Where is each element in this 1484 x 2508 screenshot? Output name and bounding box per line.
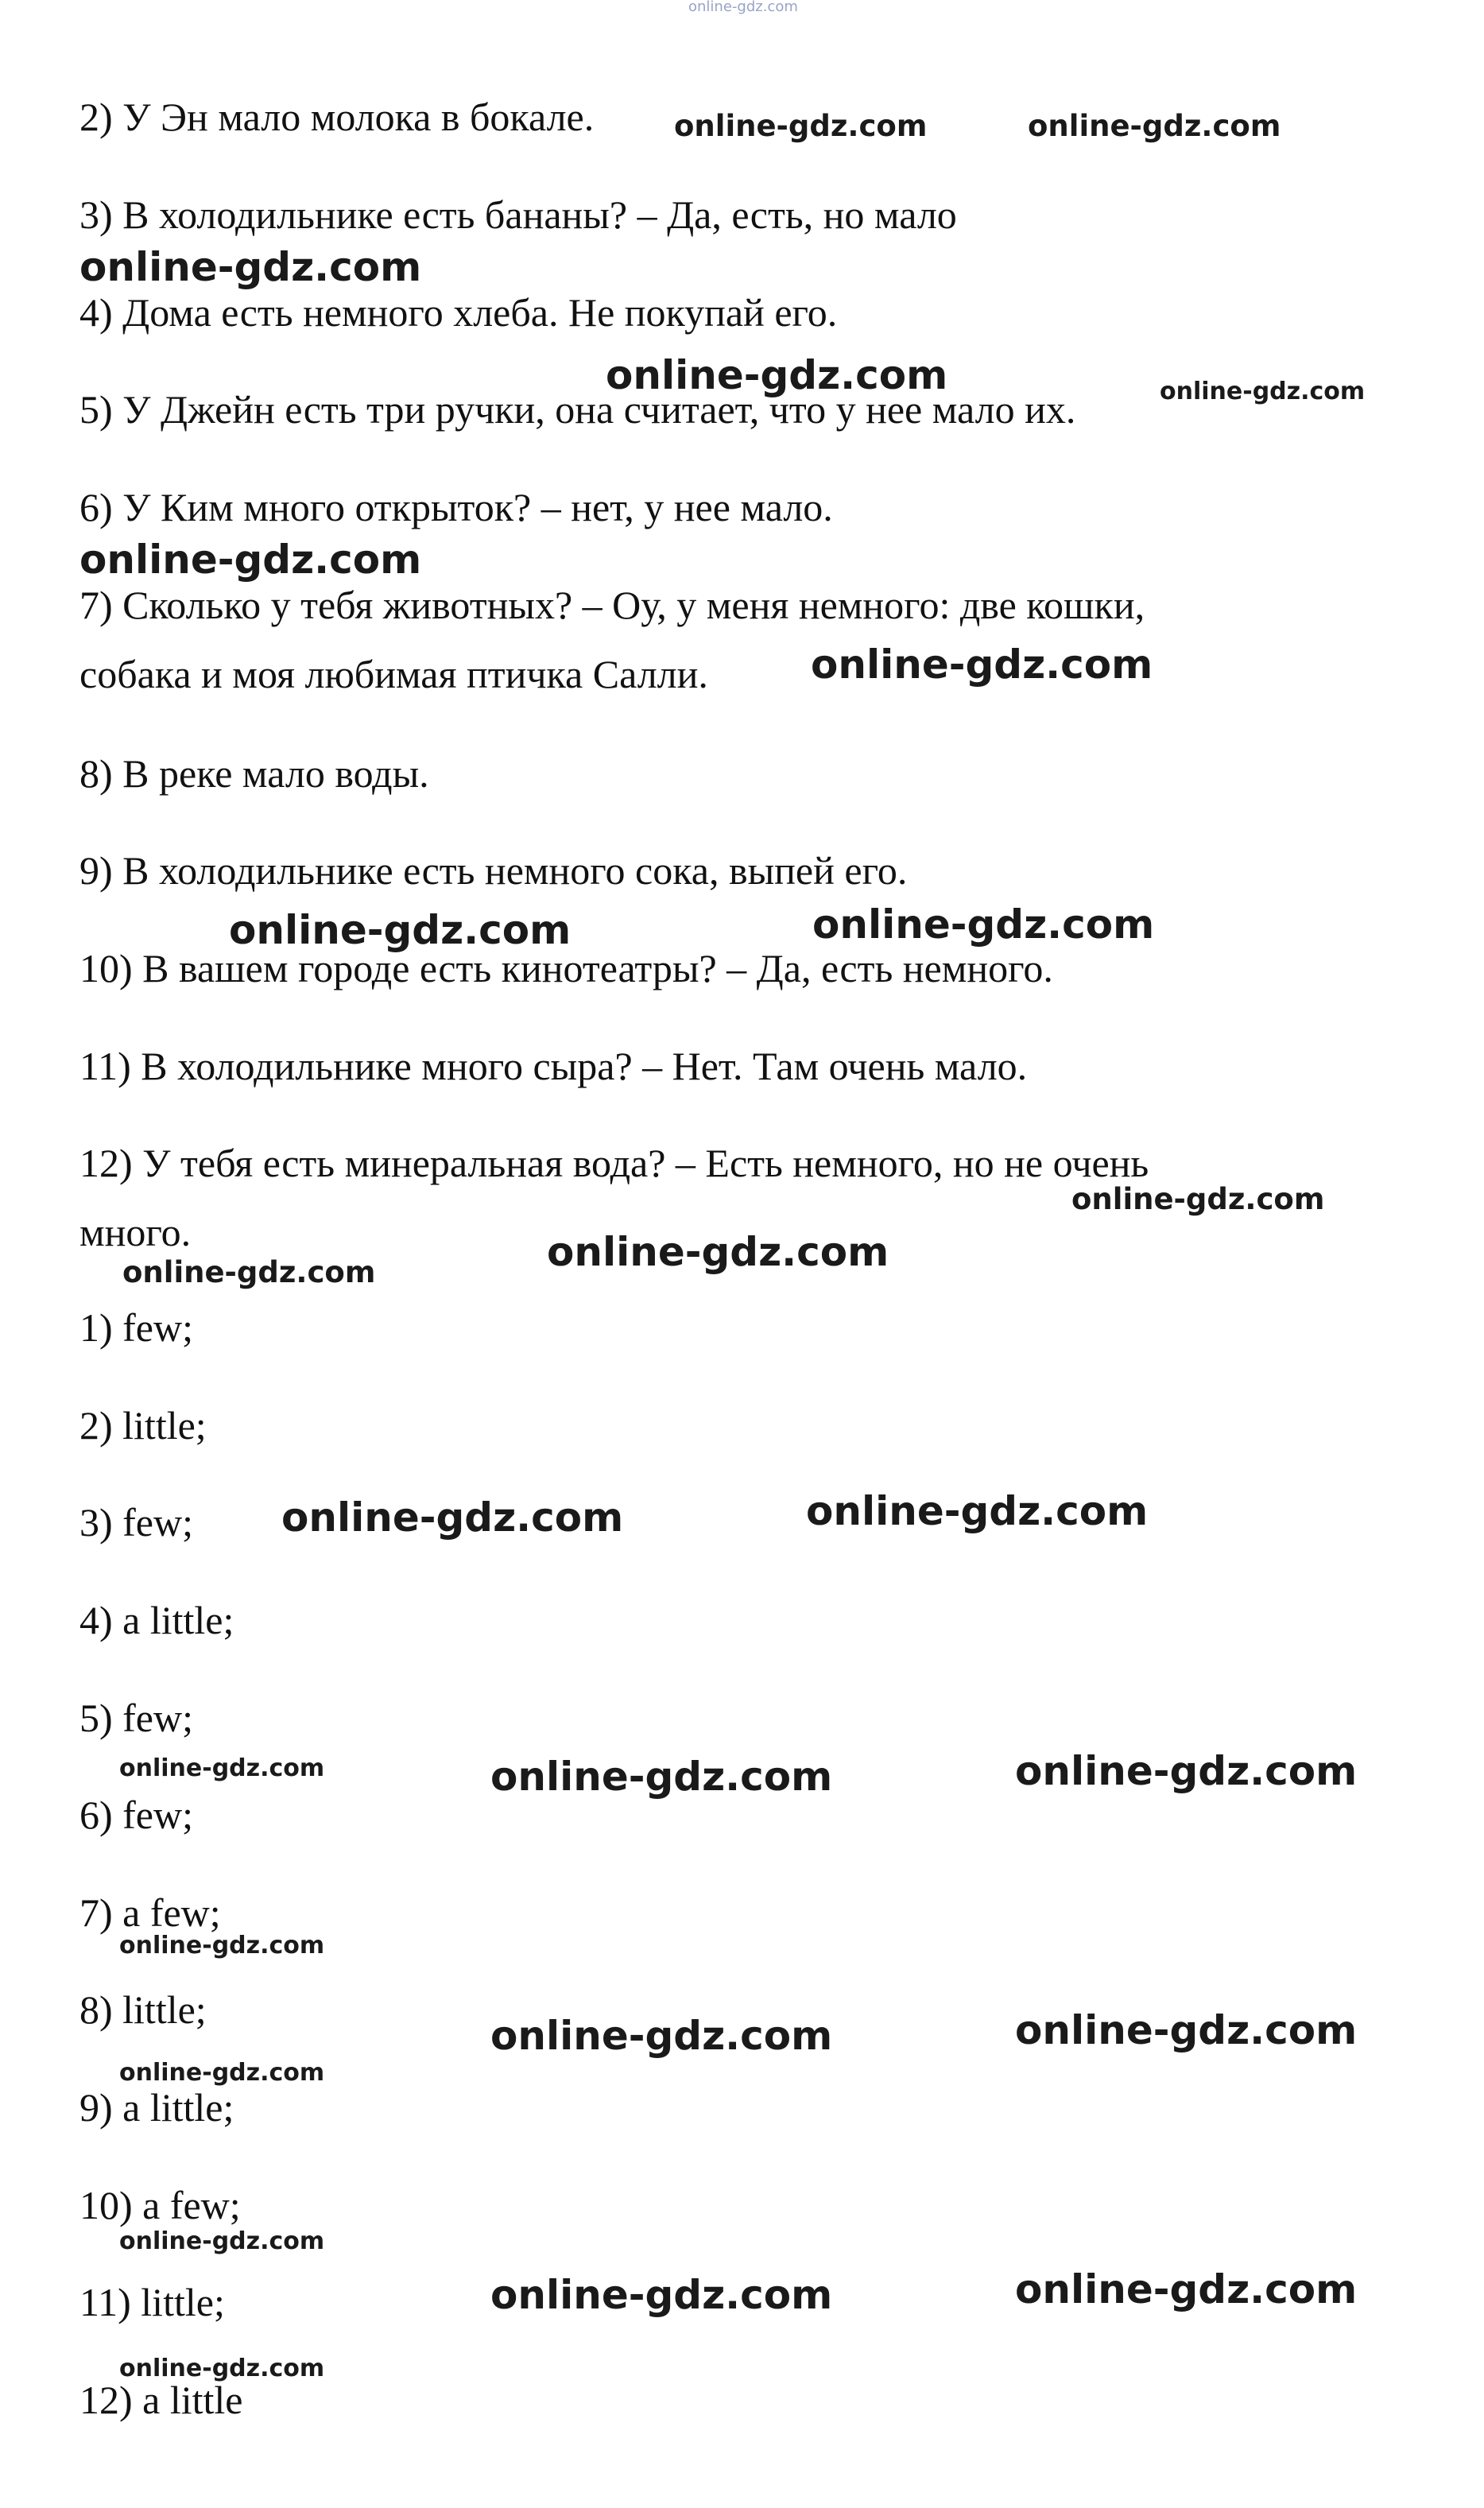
watermark: online-gdz.com: [490, 2272, 833, 2318]
translation-line-12b: много.: [79, 1210, 192, 1254]
answer-line-3: 3) few;: [79, 1500, 193, 1545]
translation-line-12a: 12) У тебя есть минеральная вода? – Есть немного, но не очень: [79, 1141, 1149, 1185]
watermark: online-gdz.com: [490, 1754, 833, 1800]
watermark: online-gdz.com: [811, 642, 1153, 688]
answer-line-6: 6) few;: [79, 1793, 193, 1837]
watermark: online-gdz.com: [1015, 2266, 1358, 2312]
answer-line-8: 8) little;: [79, 1987, 207, 2032]
answer-line-9: 9) a little;: [79, 2085, 234, 2130]
watermark: online-gdz.com: [812, 901, 1155, 948]
translation-line-5: 5) У Джейн есть три ручки, она считает, что у нее мало их.: [79, 387, 1076, 432]
watermark: online-gdz.com: [119, 1932, 325, 1959]
answer-line-4: 4) a little;: [79, 1598, 234, 1642]
answer-line-5: 5) few;: [79, 1696, 193, 1740]
translation-line-6: 6) У Ким много открыток? – нет, у нее мало.: [79, 485, 833, 529]
translation-line-8: 8) В реке мало воды.: [79, 751, 429, 796]
watermark: online-gdz.com: [119, 1754, 325, 1782]
watermark: online-gdz.com: [122, 1255, 376, 1289]
watermark: online-gdz.com: [806, 1488, 1149, 1534]
answer-line-1: 1) few;: [79, 1305, 193, 1350]
watermark: online-gdz.com: [229, 907, 572, 953]
answer-line-12: 12) a little: [79, 2378, 243, 2422]
translation-line-11: 11) В холодильнике много сыра? – Нет. Там очень мало.: [79, 1044, 1028, 1088]
answer-line-7: 7) a few;: [79, 1890, 221, 1935]
top-watermark: online-gdz.com: [688, 0, 798, 15]
watermark: online-gdz.com: [547, 1229, 889, 1275]
translation-line-9: 9) В холодильнике есть немного сока, выпей его.: [79, 848, 908, 893]
answer-line-2: 2) little;: [79, 1403, 207, 1448]
watermark: online-gdz.com: [1160, 378, 1366, 405]
watermark: online-gdz.com: [490, 2013, 833, 2059]
watermark: online-gdz.com: [79, 244, 422, 290]
watermark: online-gdz.com: [1071, 1182, 1325, 1216]
translation-line-2: 2) У Эн мало молока в бокале.: [79, 95, 595, 139]
translation-line-7b: собака и моя любимая птичка Салли.: [79, 652, 708, 696]
translation-line-4: 4) Дома есть немного хлеба. Не покупай его.: [79, 290, 838, 335]
translation-line-3: 3) В холодильнике есть бананы? – Да, есть, но мало: [79, 192, 957, 237]
watermark: online-gdz.com: [119, 2059, 325, 2087]
watermark: online-gdz.com: [1015, 1748, 1358, 1794]
watermark: online-gdz.com: [674, 109, 928, 143]
watermark: online-gdz.com: [1028, 109, 1281, 143]
watermark: online-gdz.com: [1015, 2007, 1358, 2053]
answer-line-11: 11) little;: [79, 2280, 225, 2324]
watermark: online-gdz.com: [119, 2355, 325, 2382]
translation-line-7a: 7) Сколько у тебя животных? – Оу, у меня немного: две кошки,: [79, 583, 1145, 627]
watermark: online-gdz.com: [119, 2227, 325, 2255]
watermark: online-gdz.com: [606, 352, 948, 398]
translation-line-10: 10) В вашем городе есть кинотеатры? – Да, есть немного.: [79, 946, 1053, 990]
watermark: online-gdz.com: [281, 1494, 624, 1541]
answer-line-10: 10) a few;: [79, 2183, 241, 2227]
watermark: online-gdz.com: [79, 537, 422, 583]
